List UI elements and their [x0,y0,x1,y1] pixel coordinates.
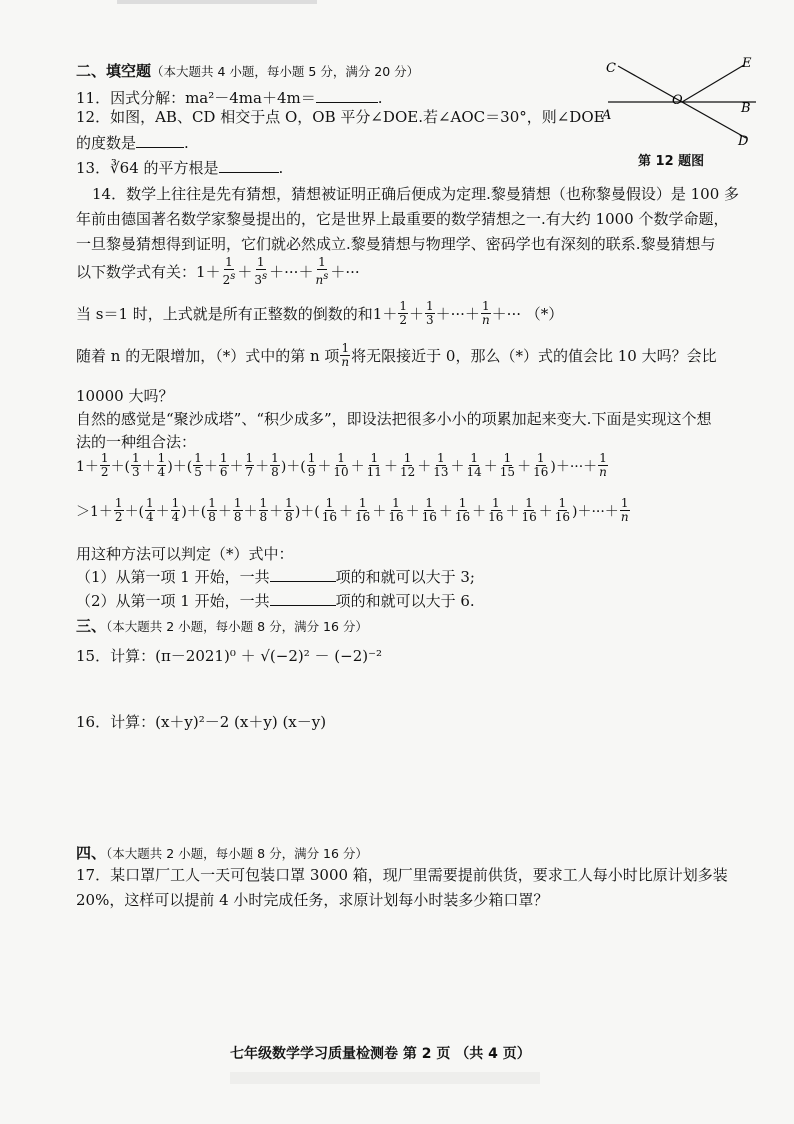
q14-sub-1-blank[interactable] [270,567,336,582]
q14-sub-1-a: （1）从第一项 1 开始，一共 [76,568,270,586]
q12-text: 的度数是 [76,134,137,152]
q14-sub-2 [76,590,475,611]
question-12-line2 [76,132,189,153]
section-3-note: （本大题共 2 小题，每小题 8 分，满分 16 分） [106,619,368,634]
section-3-header [76,615,368,636]
frac-1-n: $\frac{1}{n}$ [481,299,490,327]
q13-text: 的平方根是 [138,159,219,177]
label-d: D [738,134,749,149]
q11-answer-blank[interactable] [316,88,378,103]
frac-1-3: $\frac{1}{3}$ [425,299,434,327]
q13-root: ∛64 [110,159,139,177]
q14-sub-1-b: 项的和就可以大于 3; [335,568,475,586]
frac-1-3s: $\frac{1}{3^s}$ [254,255,268,287]
label-b: B [741,101,751,116]
question-16: 16．计算：(x＋y)²－2 (x＋y) (x－y) [76,713,327,731]
q14-para-6 [76,342,717,369]
q14-sub-1 [76,566,475,587]
star-label: （*） [525,305,564,323]
figure-12-caption: 第 12 题图 [638,154,705,169]
q14-para-4: 以下数学式有关： [76,263,197,281]
section-2-title: 二、填空题 [76,62,152,80]
question-11 [76,87,383,108]
section-4-note: （本大题共 2 小题，每小题 8 分，满分 16 分） [106,846,368,861]
q11-end: . [377,89,383,107]
label-o: O [672,93,683,108]
label-a: A [602,108,612,123]
section-4-title: 四、 [76,844,107,862]
q12-answer-blank[interactable] [136,133,184,148]
frac-1-ns: $\frac{1}{n^s}$ [315,255,329,287]
q13-answer-blank[interactable] [219,158,279,173]
frac-1-2: $\frac{1}{2}$ [399,299,407,327]
grouping-line-2: ＞1＋ $\frac{1}{2}$ ＋( $\frac{1}{4}$ ＋ $\frac{1}{4}$ )＋( $\frac{1}{8}$ ＋ $\frac{1}{8}$ ＋ $\frac{1}{8}$ ＋ $\frac{1}{8}$ )＋( $\frac{1}{16}$ ＋ $\frac{1}{16}$ ＋ $\frac{1}{16}$ ＋ $\frac{1}{16}$ ＋ $\frac{1}{16}$ ＋ $\frac{1}{16}$ ＋ $\frac{1}{16}$ ＋ $\frac{1}{16}$ )＋···＋ $\frac{1}{n}$ [76,496,629,524]
scan-artifact-bottom [230,1072,540,1084]
q14-sub-2-blank[interactable] [270,591,336,606]
q14-riemann-series: 以下数学式有关： 1＋ $\frac{1}{2^s}$ ＋ $\frac{1}{3^s}$ ＋···＋ $\frac{1}{n^s}$ ＋··· [76,255,360,287]
q14-sub-2-a: （2）从第一项 1 开始，一共 [76,592,270,610]
q14-para-8: 自然的感觉是“聚沙成塔”、“积少成多”，即设法把很多小小的项累加起来变大.下面是实现这个想 [76,410,712,428]
q13-end: . [278,159,284,177]
question-12-line1: 12．如图，AB、CD 相交于点 O，OB 平分∠DOE.若∠AOC＝30°，则∠DOE [76,108,605,126]
question-17-line2: 20%，这样可以提前 4 小时完成任务，求原计划每小时装多少箱口罩？ [76,891,549,909]
q14-para-2: 年前由德国著名数学家黎曼提出的，它是世界上最重要的数学猜想之一.有大约 1000 个数学命题， [76,210,729,228]
question-13: 13．∛64 的平方根是 . [76,159,284,177]
q11-text: 11．因式分解：ma²－4ma＋4m＝ [76,89,316,107]
q12-end: . [184,134,189,152]
q14-para-9: 法的一种组合法： [76,433,197,451]
q14-para-6a: 随着 n 的无限增加，（*）式中的第 n 项 [76,347,340,365]
scan-artifact [117,0,317,4]
figure-12 [596,52,766,152]
q14-para-6b: 将无限接近于 0，那么（*）式的值会比 10 大吗？会比 [351,347,717,365]
section-2-note: （本大题共 4 小题，每小题 5 分，满分 20 分） [151,64,420,79]
q14-para-5: 当 s＝1 时，上式就是所有正整数的倒数的和 [76,305,373,323]
page-footer: 七年级数学学习质量检测卷 第 2 页 （共 4 页） [230,1046,531,1062]
q14-harmonic-series: 当 s＝1 时，上式就是所有正整数的倒数的和 1＋ $\frac{1}{2}$ ＋ $\frac{1}{3}$ ＋···＋ $\frac{1}{n}$ ＋··· （*） [76,299,564,327]
q14-para-10: 用这种方法可以判定（*）式中： [76,545,294,563]
question-17-line1: 17．某口罩厂工人一天可包装口罩 3000 箱，现厂里需要提前供货，要求工人每小时比原计划多装 [76,866,728,884]
frac-1-n-term: $\frac{1}{n}$ [341,341,350,369]
q14-para-7: 10000 大吗？ [76,387,174,405]
label-e: E [742,56,752,71]
section-4-header [76,842,368,863]
grouping-line-1: 1＋ $\frac{1}{2}$ ＋( $\frac{1}{3}$ ＋ $\frac{1}{4}$ )＋( $\frac{1}{5}$ ＋ $\frac{1}{6}$ ＋ $\frac{1}{7}$ ＋ $\frac{1}{8}$ )＋( $\frac{1}{9}$ ＋ $\frac{1}{10}$ ＋ $\frac{1}{11}$ ＋ $\frac{1}{12}$ ＋ $\frac{1}{13}$ ＋ $\frac{1}{14}$ ＋ $\frac{1}{15}$ ＋ $\frac{1}{16}$ )＋···＋ $\frac{1}{n}$ [76,451,607,479]
frac-1-2s: $\frac{1}{2^s}$ [222,255,236,287]
q14-sub-2-b: 项的和就可以大于 6. [335,592,475,610]
section-3-title: 三、 [76,617,107,635]
section-2-header [76,60,419,81]
q14-para-3: 一旦黎曼猜想得到证明，它们就必然成立.黎曼猜想与物理学、密码学也有深刻的联系.黎曼猜想与 [76,235,716,253]
question-15: 15．计算：(π－2021)⁰ ＋ √(−2)² － (−2)⁻² [76,647,383,665]
ray-oe [682,65,744,102]
q14-para-1: 14．数学上往往是先有猜想，猜想被证明正确后便成为定理.黎曼猜想（也称黎曼假设）是 100 多 [92,185,740,203]
label-c: C [606,61,616,76]
